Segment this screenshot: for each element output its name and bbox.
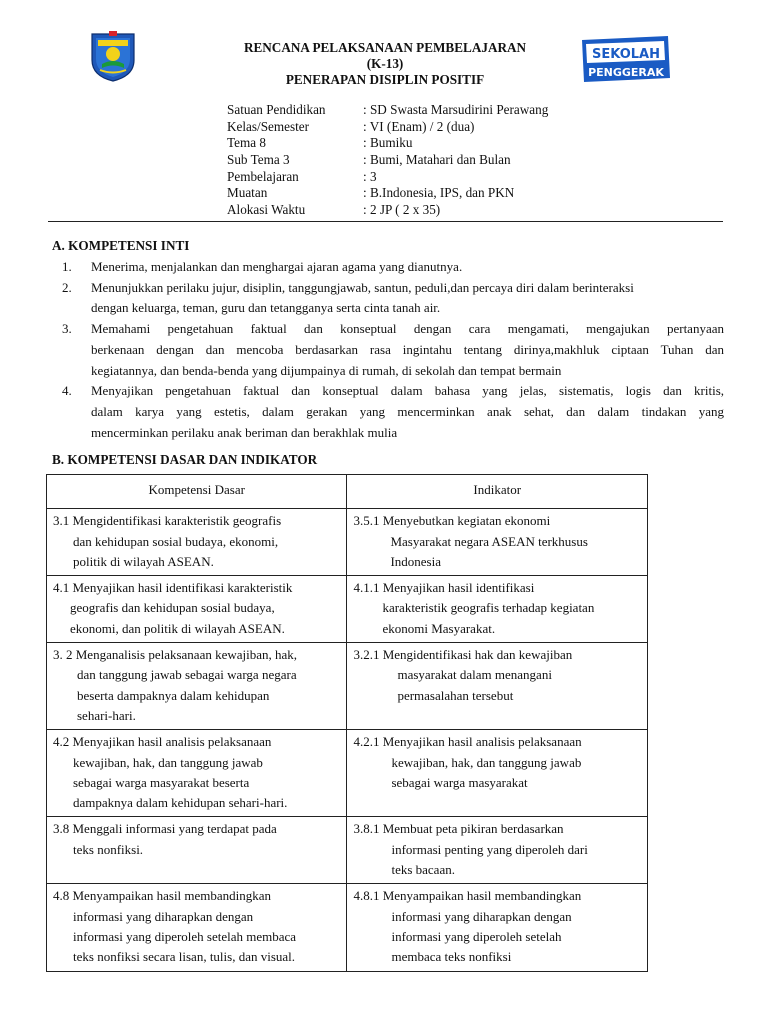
- kd-cell: [47, 576, 347, 643]
- text-line: dalam karya yang estetis, dalam gerakan yang mencerminkan anak sehat, dan dalam tindakan yang: [91, 403, 724, 419]
- text-line: beserta dampaknya dalam kehidupan: [77, 687, 270, 703]
- text-line: 4.8.1 Menyampaikan hasil membandingkan: [353, 888, 582, 904]
- info-value: : VI (Enam) / 2 (dua): [363, 118, 475, 134]
- text-line: 4.2 Menyajikan hasil analisis pelaksanaan: [53, 734, 272, 750]
- info-value: : SD Swasta Marsudirini Perawang: [363, 102, 549, 117]
- indikator-cell: [347, 643, 648, 730]
- text-line: 4.1.1 Menyajikan hasil identifikasi: [353, 580, 535, 596]
- info-label: Pembelajaran: [227, 168, 299, 184]
- table-header-row: [47, 475, 648, 509]
- table-row: [47, 643, 648, 730]
- text-line: 3.5.1 Menyebutkan kegiatan ekonomi: [353, 513, 551, 529]
- text-line: 3.8.1 Membuat peta pikiran berdasarkan: [353, 821, 564, 837]
- document-subtitle-curriculum: (K-13): [366, 56, 404, 71]
- section-a-heading: A. KOMPETENSI INTI: [52, 238, 190, 253]
- info-label: Tema 8: [227, 135, 266, 151]
- list-item-text: [91, 319, 724, 381]
- text-line: sebagai warga masyarakat: [391, 774, 528, 790]
- document-subtitle-theme: PENERAPAN DISIPLIN POSITIF: [285, 72, 485, 87]
- text-line: geografis dan kehidupan sosial budaya,: [70, 600, 275, 616]
- info-row: [227, 202, 548, 219]
- kd-cell: [47, 643, 347, 730]
- indikator-cell: [347, 730, 648, 817]
- text-line: 4.1 Menyajikan hasil identifikasi karakteristik: [53, 580, 293, 596]
- indikator-cell: [347, 509, 648, 576]
- info-value: : 2 JP ( 2 x 35): [363, 202, 441, 218]
- table-row: [47, 576, 648, 643]
- kd-cell: [47, 730, 347, 817]
- text-line: informasi yang diperoleh setelah membaca: [73, 928, 297, 944]
- text-line: Memahami pengetahuan faktual dan konseptual dengan cara mengamati, mengajukan pertanyaan: [91, 321, 724, 337]
- kd-cell: [47, 817, 347, 884]
- text-line: karakteristik geografis terhadap kegiatan: [382, 600, 595, 616]
- text-line: informasi penting yang diperoleh dari: [391, 841, 588, 857]
- text-line: kewajiban, hak, dan tanggung jawab: [73, 754, 263, 770]
- text-line: informasi yang diperoleh setelah: [391, 928, 562, 944]
- text-line: 3. 2 Menganalisis pelaksanaan kewajiban, hak,: [53, 647, 298, 663]
- svg-text:SEKOLAH: SEKOLAH: [591, 47, 661, 62]
- text-line: berkenaan dengan dan mencoba berdasarkan rasa ingintahu tentang dirinya,makhluk ciptaan Tuhan dan: [91, 341, 724, 357]
- text-line: Menyajikan pengetahuan faktual dan konseptual dalam bahasa yang jelas, sistematis, logis dan kritis,: [91, 383, 724, 399]
- text-line: kewajiban, hak, dan tanggung jawab: [391, 754, 582, 770]
- table-row: [47, 884, 648, 971]
- text-line: dengan keluarga, teman, guru dan tetangganya serta cinta tanah air.: [91, 300, 441, 316]
- info-value: : 3: [363, 168, 377, 184]
- text-line: sehari-hari.: [77, 707, 136, 723]
- svg-text:PENGGERAK: PENGGERAK: [588, 66, 664, 79]
- info-label: Kelas/Semester: [227, 118, 310, 134]
- regency-emblem-logo: [88, 30, 138, 82]
- info-label: Sub Tema 3: [227, 152, 290, 168]
- info-row: [227, 102, 548, 119]
- list-item: [62, 278, 724, 319]
- text-line: Indonesia: [390, 553, 441, 569]
- info-row: [227, 135, 548, 152]
- indikator-cell: [347, 576, 648, 643]
- list-item-number: 1.: [62, 259, 72, 274]
- info-value: : Bumi, Matahari dan Bulan: [363, 152, 511, 168]
- info-row: [227, 185, 548, 202]
- text-line: ekonomi, dan politik di wilayah ASEAN.: [70, 620, 285, 636]
- text-line: dan kehidupan sosial budaya, ekonomi,: [73, 533, 279, 549]
- text-line: Menunjukkan perilaku jujur, disiplin, tanggungjawab, santun, peduli,dan percaya diri dalam berinteraksi: [91, 279, 634, 295]
- identity-info-block: [227, 102, 548, 219]
- kd-cell: [47, 509, 347, 576]
- list-item-number: 3.: [62, 321, 72, 337]
- text-line: dan tanggung jawab sebagai warga negara: [77, 667, 297, 683]
- text-line: mencerminkan perilaku anak beriman dan berakhlak mulia: [91, 424, 398, 440]
- text-line: informasi yang diharapkan dengan: [73, 908, 254, 924]
- column-header-kompetensi-dasar: Kompetensi Dasar: [47, 475, 347, 509]
- text-line: Masyarakat negara ASEAN terkhusus: [390, 533, 588, 549]
- text-line: 3.2.1 Mengidentifikasi hak dan kewajiban: [353, 647, 573, 663]
- table-row: [47, 817, 648, 884]
- text-line: teks nonfiksi.: [73, 841, 144, 857]
- list-item-number: 4.: [62, 383, 72, 399]
- list-item-number: 2.: [62, 279, 72, 295]
- info-row: [227, 119, 548, 136]
- document-title: RENCANA PELAKSANAAN PEMBELAJARAN: [243, 40, 527, 55]
- kompetensi-dasar-table: [46, 474, 648, 972]
- text-line: informasi yang diharapkan dengan: [391, 908, 572, 924]
- text-line: kegiatannya, dan benda-benda yang dijumpainya di rumah, di sekolah dan tempat bermain: [91, 362, 562, 378]
- info-value: : B.Indonesia, IPS, dan PKN: [363, 185, 515, 201]
- text-line: dampaknya dalam kehidupan sehari-hari.: [73, 795, 288, 811]
- text-line: 3.1 Mengidentifikasi karakteristik geografis: [53, 513, 282, 529]
- kd-cell: [47, 884, 347, 971]
- info-label: Satuan Pendidikan: [227, 102, 326, 117]
- table-row: [47, 730, 648, 817]
- text-line: masyarakat dalam menangani: [397, 667, 552, 683]
- kompetensi-inti-list: [62, 257, 724, 443]
- text-line: politik di wilayah ASEAN.: [73, 553, 214, 569]
- list-item: [62, 319, 724, 381]
- column-header-indikator: Indikator: [347, 475, 648, 509]
- info-value: : Bumiku: [363, 135, 413, 151]
- header-divider: [48, 221, 723, 222]
- indikator-cell: [347, 884, 648, 971]
- text-line: teks nonfiksi secara lisan, tulis, dan visual.: [73, 949, 296, 965]
- info-label: Muatan: [227, 185, 268, 201]
- list-item-text: [91, 381, 724, 443]
- text-line: 4.2.1 Menyajikan hasil analisis pelaksanaan: [353, 734, 582, 750]
- list-item-text: [91, 257, 724, 278]
- indikator-cell: [347, 817, 648, 884]
- info-row: [227, 152, 548, 169]
- list-item: [62, 257, 724, 278]
- text-line: Menerima, menjalankan dan menghargai ajaran agama yang dianutnya.: [91, 259, 463, 274]
- section-b-heading: B. KOMPETENSI DASAR DAN INDIKATOR: [52, 452, 318, 467]
- list-item-text: [91, 278, 724, 319]
- text-line: permasalahan tersebut: [397, 687, 514, 703]
- info-label: Alokasi Waktu: [227, 202, 306, 218]
- text-line: sebagai warga masyarakat beserta: [73, 774, 250, 790]
- text-line: 3.8 Menggali informasi yang terdapat pada: [53, 821, 277, 837]
- list-item: [62, 381, 724, 443]
- text-line: 4.8 Menyampaikan hasil membandingkan: [53, 888, 272, 904]
- text-line: ekonomi Masyarakat.: [382, 620, 496, 636]
- text-line: membaca teks nonfiksi: [391, 949, 512, 965]
- text-line: teks bacaan.: [391, 862, 455, 878]
- table-row: [47, 509, 648, 576]
- info-row: [227, 169, 548, 186]
